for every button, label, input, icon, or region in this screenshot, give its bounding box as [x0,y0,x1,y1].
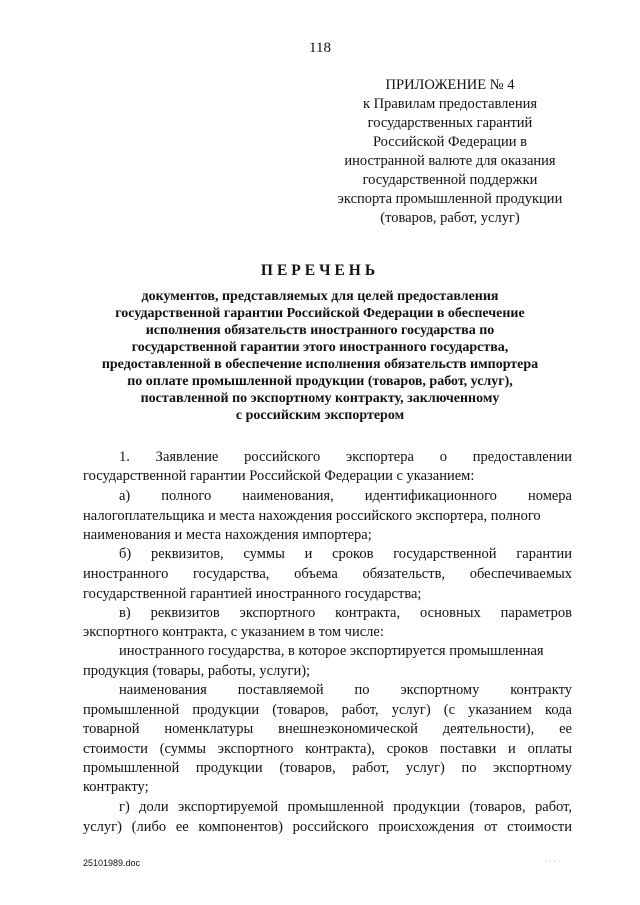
subtitle-line: предоставленной в обеспечение исполнения обязательств импортера [101,357,539,372]
document-title: ПЕРЕЧЕНЬ [260,262,380,279]
body-line: наименования и места нахождения импортера; [83,527,372,543]
body-line: государственной гарантией иностранного государства; [83,586,422,602]
appendix-line: иностранной валюте для оказания [344,153,556,169]
body-line: в) реквизитов экспортного контракта, основных параметров [119,605,572,621]
body-line: иностранного государства, в которое экспортируется промышленная [119,643,544,659]
body-line: наименования поставляемой по экспортному контракту [119,682,572,698]
body-line: товарной номенклатуры внешнеэкономической деятельности), ее [83,721,572,737]
body-line: налогоплательщика и места нахождения российского экспортера, полного [83,508,541,524]
appendix-header [330,76,570,228]
page-number: 118 [309,40,331,56]
body-line: экспортного контракта, с указанием в том числе: [83,624,384,640]
body-line: продукция (товары, работы, услуги); [83,663,311,679]
subtitle-line: государственной гарантии этого иностранного государства, [131,340,509,355]
subtitle-line: государственной гарантии Российской Федерации в обеспечение [115,306,525,321]
body-line: 1. Заявление российского экспортера о предоставлении [119,449,572,465]
subtitle-line: с российским экспортером [235,408,405,423]
subtitle-line: документов, представляемых для целей предоставления [141,289,499,304]
appendix-line: государственных гарантий [367,115,533,131]
body-line: промышленной продукции (товаров, работ, услуг) по экспортному [83,760,572,776]
subtitle-line: поставленной по экспортному контракту, заключенному [140,391,500,406]
body-line: б) реквизитов, суммы и сроков государственной гарантии [119,546,572,562]
body-line: г) доли экспортируемой промышленной продукции (товаров, работ, [119,799,572,815]
body-line: иностранного государства, объема обязательств, обеспечиваемых [83,566,572,582]
appendix-line: к Правилам предоставления [362,96,538,112]
appendix-line: ПРИЛОЖЕНИЕ № 4 [385,77,515,93]
body-line: стоимости (суммы экспортного контракта), сроков поставки и оплаты [83,741,572,757]
footer-file-name: 25101989.doc [83,858,141,868]
body-line: промышленной продукции (товаров, работ, услуг) (с указанием кода [83,702,572,718]
appendix-line: (товаров, работ, услуг) [380,210,520,226]
body-line: а) полного наименования, идентификационного номера [119,488,572,504]
subtitle-line: исполнения обязательств иностранного государства по [145,323,495,338]
body-line: контракту; [83,779,149,795]
appendix-line: государственной поддержки [362,172,538,188]
subtitle-line: по оплате промышленной продукции (товаров, работ, услуг), [127,374,513,389]
footer-scan-mark: · · · · [545,858,561,865]
body-line: услуг) (либо ее компонентов) российского происхождения от стоимости [83,819,572,835]
appendix-line: экспорта промышленной продукции [337,191,563,207]
appendix-line: Российской Федерации в [372,134,528,150]
body-line: государственной гарантии Российской Федерации с указанием: [83,468,475,484]
document-subtitle [60,288,580,424]
